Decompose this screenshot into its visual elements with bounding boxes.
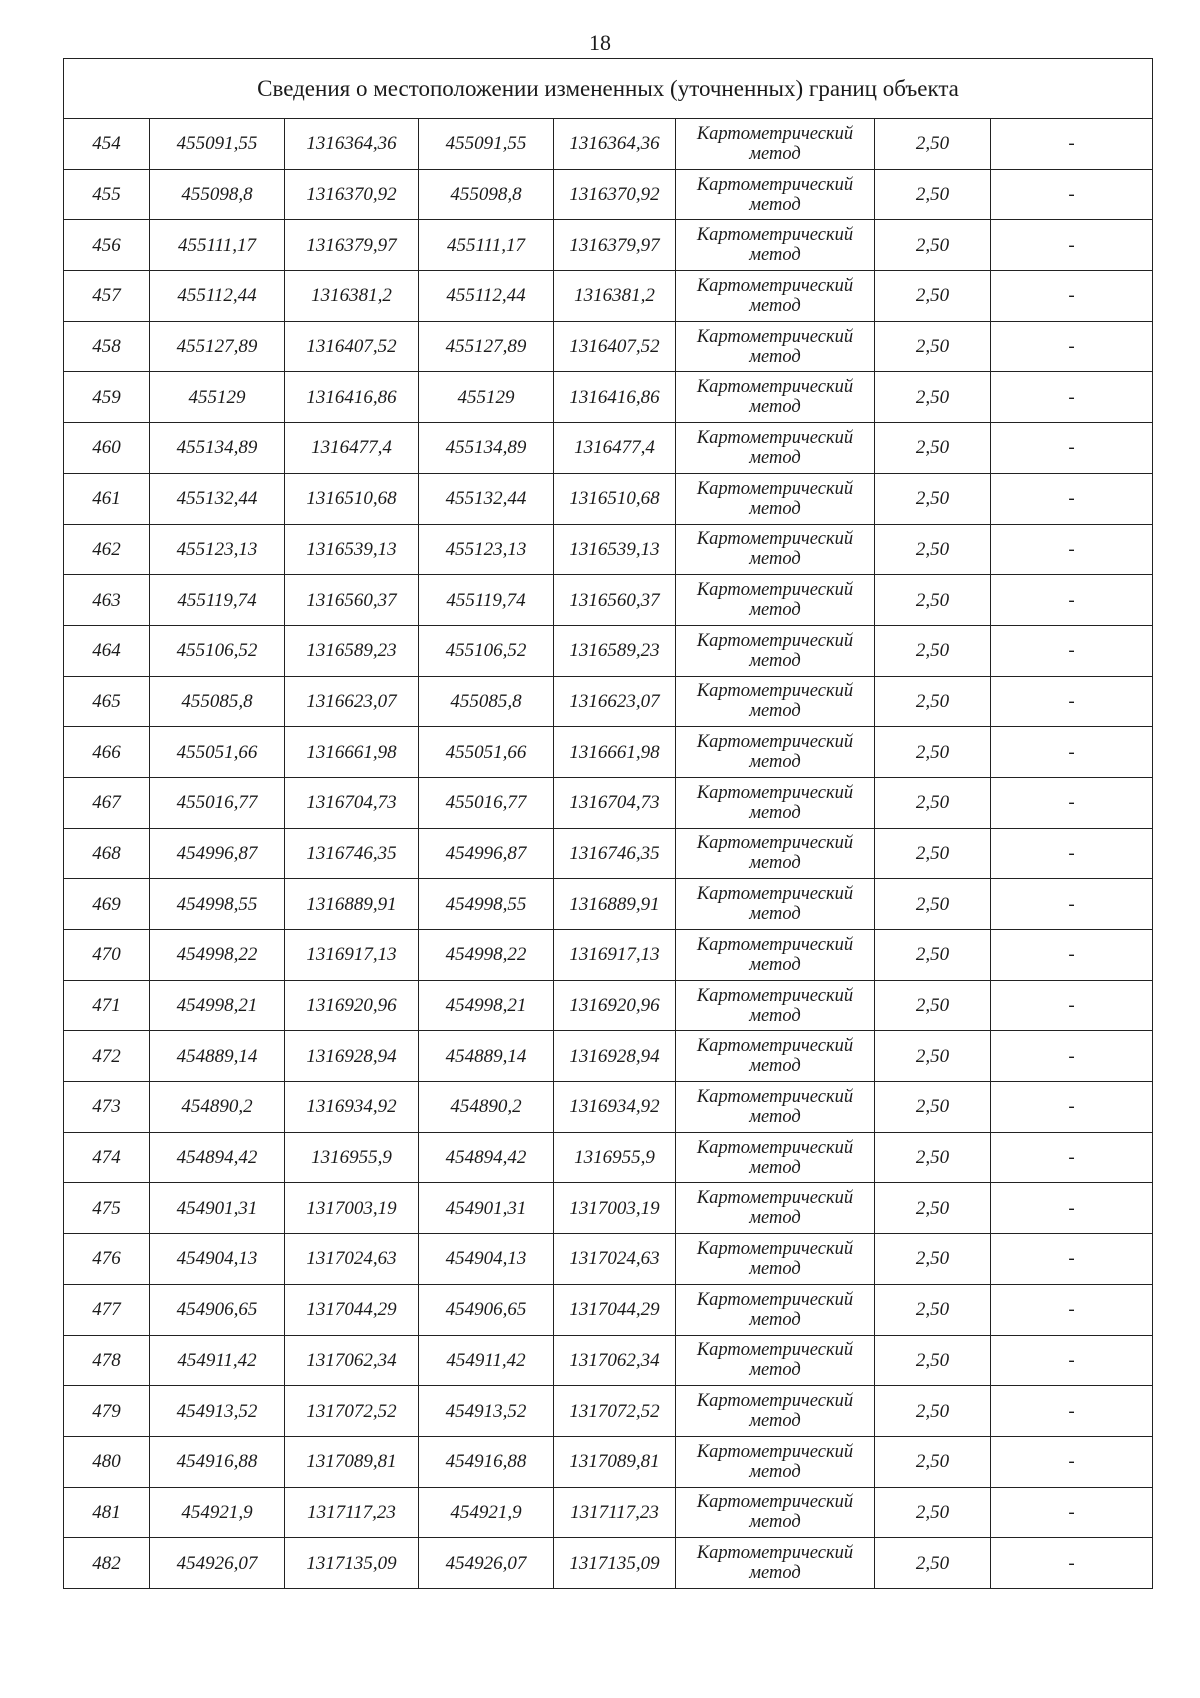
point-number-cell: 478 [64,1335,150,1386]
accuracy-cell: 2,50 [875,271,991,322]
table-title-row [64,59,1153,119]
x-refined-cell: 454906,65 [419,1284,554,1335]
method-cell: Картометрический метод [676,828,875,879]
x-refined-cell: 455085,8 [419,676,554,727]
accuracy-cell: 2,50 [875,727,991,778]
note-cell: - [991,1031,1153,1082]
y-existing-cell: 1317117,23 [285,1487,419,1538]
y-refined-cell: 1316477,4 [554,423,676,474]
x-existing-cell: 455127,89 [150,321,285,372]
y-existing-cell: 1317089,81 [285,1436,419,1487]
point-number-cell: 473 [64,1082,150,1133]
accuracy-cell: 2,50 [875,777,991,828]
table-row [64,575,1153,626]
y-refined-cell: 1316381,2 [554,271,676,322]
coordinates-table [63,58,1153,1589]
x-refined-cell: 454926,07 [419,1538,554,1589]
point-number-cell: 479 [64,1386,150,1437]
point-number-cell: 475 [64,1183,150,1234]
x-existing-cell: 454996,87 [150,828,285,879]
method-cell: Картометрический метод [676,1031,875,1082]
point-number-cell: 474 [64,1132,150,1183]
table-row [64,727,1153,778]
accuracy-cell: 2,50 [875,1487,991,1538]
note-cell: - [991,828,1153,879]
method-cell: Картометрический метод [676,1234,875,1285]
method-cell: Картометрический метод [676,727,875,778]
accuracy-cell: 2,50 [875,169,991,220]
accuracy-cell: 2,50 [875,220,991,271]
note-cell: - [991,473,1153,524]
x-existing-cell: 454998,21 [150,980,285,1031]
y-refined-cell: 1316416,86 [554,372,676,423]
y-refined-cell: 1317072,52 [554,1386,676,1437]
y-refined-cell: 1316920,96 [554,980,676,1031]
note-cell: - [991,423,1153,474]
accuracy-cell: 2,50 [875,980,991,1031]
method-cell: Картометрический метод [676,879,875,930]
x-existing-cell: 455132,44 [150,473,285,524]
table-row [64,828,1153,879]
note-cell: - [991,271,1153,322]
y-existing-cell: 1316364,36 [285,119,419,170]
x-existing-cell: 455085,8 [150,676,285,727]
y-refined-cell: 1316370,92 [554,169,676,220]
y-refined-cell: 1316661,98 [554,727,676,778]
point-number-cell: 457 [64,271,150,322]
y-existing-cell: 1316407,52 [285,321,419,372]
x-existing-cell: 454890,2 [150,1082,285,1133]
accuracy-cell: 2,50 [875,879,991,930]
y-refined-cell: 1316407,52 [554,321,676,372]
note-cell: - [991,1284,1153,1335]
y-refined-cell: 1316539,13 [554,524,676,575]
x-existing-cell: 454998,55 [150,879,285,930]
point-number-cell: 460 [64,423,150,474]
x-refined-cell: 454916,88 [419,1436,554,1487]
y-refined-cell: 1316510,68 [554,473,676,524]
point-number-cell: 471 [64,980,150,1031]
table-row [64,372,1153,423]
accuracy-cell: 2,50 [875,676,991,727]
y-refined-cell: 1317117,23 [554,1487,676,1538]
y-existing-cell: 1316889,91 [285,879,419,930]
note-cell: - [991,727,1153,778]
x-refined-cell: 455112,44 [419,271,554,322]
note-cell: - [991,1487,1153,1538]
table-row [64,1386,1153,1437]
table-row [64,271,1153,322]
method-cell: Картометрический метод [676,372,875,423]
x-refined-cell: 455051,66 [419,727,554,778]
method-cell: Картометрический метод [676,676,875,727]
accuracy-cell: 2,50 [875,321,991,372]
note-cell: - [991,777,1153,828]
method-cell: Картометрический метод [676,1386,875,1437]
note-cell: - [991,676,1153,727]
x-refined-cell: 455129 [419,372,554,423]
note-cell: - [991,321,1153,372]
y-refined-cell: 1316746,35 [554,828,676,879]
method-cell: Картометрический метод [676,1538,875,1589]
note-cell: - [991,1082,1153,1133]
page-number: 18 [589,30,611,55]
y-existing-cell: 1316379,97 [285,220,419,271]
y-existing-cell: 1317044,29 [285,1284,419,1335]
x-refined-cell: 454911,42 [419,1335,554,1386]
table-row [64,777,1153,828]
y-refined-cell: 1316917,13 [554,930,676,981]
x-refined-cell: 454998,21 [419,980,554,1031]
y-refined-cell: 1316560,37 [554,575,676,626]
accuracy-cell: 2,50 [875,372,991,423]
x-existing-cell: 455016,77 [150,777,285,828]
x-refined-cell: 455132,44 [419,473,554,524]
x-existing-cell: 455134,89 [150,423,285,474]
y-refined-cell: 1316704,73 [554,777,676,828]
table-row [64,1538,1153,1589]
method-cell: Картометрический метод [676,271,875,322]
x-existing-cell: 454894,42 [150,1132,285,1183]
table-row [64,1284,1153,1335]
y-existing-cell: 1316416,86 [285,372,419,423]
table-row [64,1234,1153,1285]
table-row [64,930,1153,981]
note-cell: - [991,372,1153,423]
table-row [64,1082,1153,1133]
x-refined-cell: 454998,55 [419,879,554,930]
table-body [64,59,1153,1589]
note-cell: - [991,1335,1153,1386]
y-refined-cell: 1317089,81 [554,1436,676,1487]
x-refined-cell: 454996,87 [419,828,554,879]
y-existing-cell: 1316623,07 [285,676,419,727]
table-row [64,676,1153,727]
point-number-cell: 468 [64,828,150,879]
x-refined-cell: 455098,8 [419,169,554,220]
point-number-cell: 465 [64,676,150,727]
note-cell: - [991,1132,1153,1183]
y-refined-cell: 1316589,23 [554,625,676,676]
point-number-cell: 470 [64,930,150,981]
method-cell: Картометрический метод [676,1082,875,1133]
x-refined-cell: 455134,89 [419,423,554,474]
table-row [64,169,1153,220]
x-existing-cell: 455112,44 [150,271,285,322]
note-cell: - [991,169,1153,220]
x-refined-cell: 455127,89 [419,321,554,372]
table-row [64,220,1153,271]
table-row [64,1335,1153,1386]
point-number-cell: 454 [64,119,150,170]
method-cell: Картометрический метод [676,1335,875,1386]
x-existing-cell: 455123,13 [150,524,285,575]
x-existing-cell: 454901,31 [150,1183,285,1234]
y-existing-cell: 1316917,13 [285,930,419,981]
y-existing-cell: 1316934,92 [285,1082,419,1133]
y-refined-cell: 1316928,94 [554,1031,676,1082]
note-cell: - [991,1436,1153,1487]
method-cell: Картометрический метод [676,524,875,575]
table-row [64,473,1153,524]
x-refined-cell: 454901,31 [419,1183,554,1234]
point-number-cell: 481 [64,1487,150,1538]
x-existing-cell: 455106,52 [150,625,285,676]
table-row [64,1436,1153,1487]
method-cell: Картометрический метод [676,625,875,676]
method-cell: Картометрический метод [676,423,875,474]
y-existing-cell: 1316510,68 [285,473,419,524]
accuracy-cell: 2,50 [875,473,991,524]
x-refined-cell: 455123,13 [419,524,554,575]
method-cell: Картометрический метод [676,1436,875,1487]
y-refined-cell: 1317003,19 [554,1183,676,1234]
note-cell: - [991,220,1153,271]
x-refined-cell: 455091,55 [419,119,554,170]
y-refined-cell: 1317062,34 [554,1335,676,1386]
point-number-cell: 458 [64,321,150,372]
accuracy-cell: 2,50 [875,1284,991,1335]
point-number-cell: 455 [64,169,150,220]
point-number-cell: 480 [64,1436,150,1487]
table-row [64,625,1153,676]
y-existing-cell: 1316370,92 [285,169,419,220]
point-number-cell: 466 [64,727,150,778]
x-existing-cell: 455119,74 [150,575,285,626]
point-number-cell: 461 [64,473,150,524]
x-refined-cell: 455016,77 [419,777,554,828]
x-refined-cell: 455119,74 [419,575,554,626]
y-refined-cell: 1316889,91 [554,879,676,930]
table-row [64,119,1153,170]
table-row [64,1132,1153,1183]
point-number-cell: 482 [64,1538,150,1589]
y-existing-cell: 1317072,52 [285,1386,419,1437]
y-existing-cell: 1316955,9 [285,1132,419,1183]
accuracy-cell: 2,50 [875,1031,991,1082]
point-number-cell: 476 [64,1234,150,1285]
x-refined-cell: 455111,17 [419,220,554,271]
x-refined-cell: 454904,13 [419,1234,554,1285]
accuracy-cell: 2,50 [875,524,991,575]
point-number-cell: 459 [64,372,150,423]
accuracy-cell: 2,50 [875,423,991,474]
y-refined-cell: 1316379,97 [554,220,676,271]
accuracy-cell: 2,50 [875,1538,991,1589]
y-existing-cell: 1317062,34 [285,1335,419,1386]
table-row [64,879,1153,930]
x-existing-cell: 454921,9 [150,1487,285,1538]
x-refined-cell: 454890,2 [419,1082,554,1133]
x-existing-cell: 455091,55 [150,119,285,170]
note-cell: - [991,1386,1153,1437]
note-cell: - [991,119,1153,170]
y-refined-cell: 1316623,07 [554,676,676,727]
method-cell: Картометрический метод [676,1132,875,1183]
table-row [64,1487,1153,1538]
y-refined-cell: 1317024,63 [554,1234,676,1285]
note-cell: - [991,930,1153,981]
accuracy-cell: 2,50 [875,1132,991,1183]
table-row [64,1183,1153,1234]
y-refined-cell: 1316364,36 [554,119,676,170]
x-existing-cell: 454913,52 [150,1386,285,1437]
table-row [64,524,1153,575]
y-existing-cell: 1316560,37 [285,575,419,626]
x-existing-cell: 454916,88 [150,1436,285,1487]
y-refined-cell: 1316934,92 [554,1082,676,1133]
note-cell: - [991,980,1153,1031]
accuracy-cell: 2,50 [875,1234,991,1285]
note-cell: - [991,1234,1153,1285]
x-existing-cell: 455098,8 [150,169,285,220]
y-existing-cell: 1316539,13 [285,524,419,575]
x-refined-cell: 454894,42 [419,1132,554,1183]
x-existing-cell: 455051,66 [150,727,285,778]
x-existing-cell: 455129 [150,372,285,423]
y-refined-cell: 1317044,29 [554,1284,676,1335]
point-number-cell: 477 [64,1284,150,1335]
point-number-cell: 463 [64,575,150,626]
table-row [64,321,1153,372]
method-cell: Картометрический метод [676,777,875,828]
note-cell: - [991,1538,1153,1589]
table-title: Сведения о местоположении измененных (уточненных) границ объекта [64,59,1153,119]
method-cell: Картометрический метод [676,169,875,220]
note-cell: - [991,524,1153,575]
x-existing-cell: 454926,07 [150,1538,285,1589]
point-number-cell: 464 [64,625,150,676]
x-existing-cell: 454904,13 [150,1234,285,1285]
method-cell: Картометрический метод [676,575,875,626]
accuracy-cell: 2,50 [875,1183,991,1234]
accuracy-cell: 2,50 [875,1082,991,1133]
accuracy-cell: 2,50 [875,828,991,879]
accuracy-cell: 2,50 [875,1335,991,1386]
accuracy-cell: 2,50 [875,1436,991,1487]
y-existing-cell: 1316704,73 [285,777,419,828]
y-existing-cell: 1316661,98 [285,727,419,778]
accuracy-cell: 2,50 [875,119,991,170]
x-existing-cell: 454889,14 [150,1031,285,1082]
method-cell: Картометрический метод [676,980,875,1031]
method-cell: Картометрический метод [676,1183,875,1234]
method-cell: Картометрический метод [676,930,875,981]
accuracy-cell: 2,50 [875,625,991,676]
accuracy-cell: 2,50 [875,1386,991,1437]
y-existing-cell: 1317135,09 [285,1538,419,1589]
x-existing-cell: 455111,17 [150,220,285,271]
note-cell: - [991,625,1153,676]
method-cell: Картометрический метод [676,119,875,170]
y-refined-cell: 1317135,09 [554,1538,676,1589]
note-cell: - [991,1183,1153,1234]
method-cell: Картометрический метод [676,220,875,271]
x-existing-cell: 454911,42 [150,1335,285,1386]
method-cell: Картометрический метод [676,1487,875,1538]
accuracy-cell: 2,50 [875,930,991,981]
point-number-cell: 472 [64,1031,150,1082]
y-existing-cell: 1316477,4 [285,423,419,474]
point-number-cell: 467 [64,777,150,828]
note-cell: - [991,879,1153,930]
y-existing-cell: 1316928,94 [285,1031,419,1082]
method-cell: Картометрический метод [676,473,875,524]
point-number-cell: 469 [64,879,150,930]
note-cell: - [991,575,1153,626]
y-existing-cell: 1316920,96 [285,980,419,1031]
point-number-cell: 462 [64,524,150,575]
y-existing-cell: 1316381,2 [285,271,419,322]
x-existing-cell: 454998,22 [150,930,285,981]
x-refined-cell: 454921,9 [419,1487,554,1538]
y-existing-cell: 1317003,19 [285,1183,419,1234]
x-refined-cell: 454998,22 [419,930,554,981]
accuracy-cell: 2,50 [875,575,991,626]
y-refined-cell: 1316955,9 [554,1132,676,1183]
table-row [64,423,1153,474]
table-row [64,980,1153,1031]
y-existing-cell: 1316589,23 [285,625,419,676]
point-number-cell: 456 [64,220,150,271]
x-refined-cell: 455106,52 [419,625,554,676]
table-row [64,1031,1153,1082]
y-existing-cell: 1316746,35 [285,828,419,879]
method-cell: Картометрический метод [676,321,875,372]
x-existing-cell: 454906,65 [150,1284,285,1335]
y-existing-cell: 1317024,63 [285,1234,419,1285]
x-refined-cell: 454913,52 [419,1386,554,1437]
x-refined-cell: 454889,14 [419,1031,554,1082]
method-cell: Картометрический метод [676,1284,875,1335]
